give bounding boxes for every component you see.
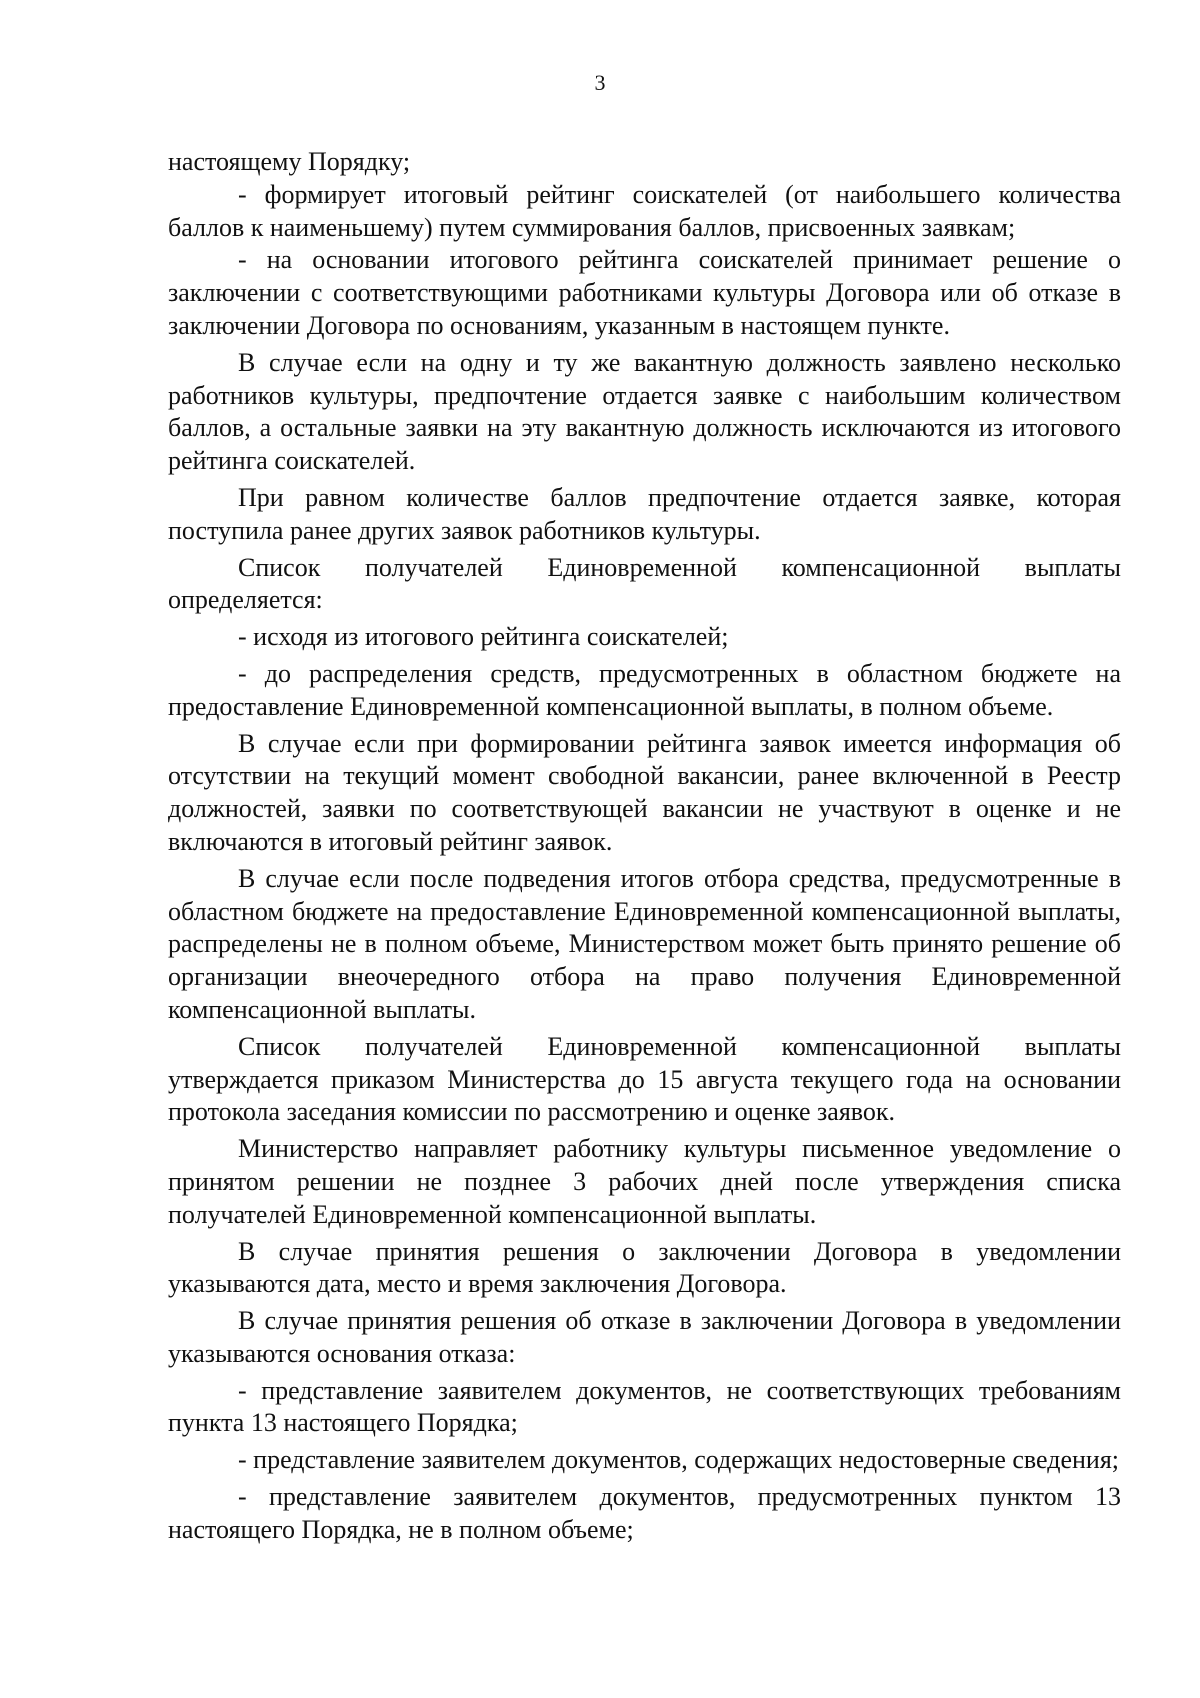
paragraph-extra-selection: В случае если после подведения итогов отбора средства, предусмотренные в областном бюджете на предоставление Единовременной компенсационной выплаты, распределены не в полном объеме, Министерством может быть принято решение об организации внеочередного отбора на право получения Единовременной компенсационной выплаты. — [168, 863, 1121, 1024]
paragraph-rating-formation: - формирует итоговый рейтинг соискателей (от наибольшего количества баллов к наименьшему) путем суммирования баллов, присвоенных заявкам; — [168, 179, 1121, 242]
paragraph-refusal-reason-3: - представление заявителем документов, предусмотренных пунктом 13 настоящего Порядка, не в полном объеме; — [168, 1482, 1121, 1544]
paragraph-list-item-distribution: - до распределения средств, предусмотренных в областном бюджете на предоставление Единовременной компенсационной выплаты, в полном объеме. — [168, 658, 1121, 721]
paragraph-list-item-rating: - исходя из итогового рейтинга соискателей; — [238, 622, 729, 652]
paragraph-decision: - на основании итогового рейтинга соискателей принимает решение о заключении с соответствующими работниками культуры Договора или об отказе в заключении Договора по основаниям, указанным в настоящем пункте. — [168, 245, 1121, 340]
paragraph-contract-decision: В случае принятия решения о заключении Договора в уведомлении указываются дата, место и время заключения Договора. — [168, 1236, 1121, 1299]
document-body — [168, 146, 1121, 1547]
paragraph-continuation: настоящему Порядку; — [168, 147, 411, 176]
paragraph-recipient-list: Список получателей Единовременной компенсационной выплаты определяется: — [168, 552, 1121, 615]
paragraph-equal-score: При равном количестве баллов предпочтение отдается заявке, которая поступила ранее других заявок работников культуры. — [168, 482, 1121, 545]
paragraph-list-approval: Список получателей Единовременной компенсационной выплаты утверждается приказом Министерства до 15 августа текущего года на основании протокола заседания комиссии по рассмотрению и оценке заявок. — [168, 1031, 1121, 1127]
paragraph-refusal-decision: В случае принятия решения об отказе в заключении Договора в уведомлении указываются основания отказа: — [168, 1306, 1121, 1368]
page-number: 3 — [594, 70, 606, 95]
paragraph-refusal-reason-2: - представление заявителем документов, содержащих недостоверные сведения; — [238, 1445, 1120, 1475]
paragraph-same-vacancy: В случае если на одну и ту же вакантную должность заявлено несколько работников культуры, предпочтение отдается заявке с наибольшим количеством баллов, а остальные заявки на эту вакантную должность исключаются из итогового рейтинга соискателей. — [168, 347, 1121, 476]
paragraph-refusal-reason-1: - представление заявителем документов, не соответствующих требованиям пункта 13 настоящего Порядка; — [168, 1375, 1121, 1438]
paragraph-notification: Министерство направляет работнику культуры письменное уведомление о принятом решении не позднее 3 рабочих дней после утверждения списка получателей Единовременной компенсационной выплаты. — [168, 1134, 1121, 1229]
paragraph-no-vacancy: В случае если при формировании рейтинга заявок имеется информация об отсутствии на текущий момент свободной вакансии, ранее включенной в Реестр должностей, заявки по соответствующей вакансии не участвуют в оценке и не включаются в итоговый рейтинг заявок. — [168, 728, 1121, 856]
